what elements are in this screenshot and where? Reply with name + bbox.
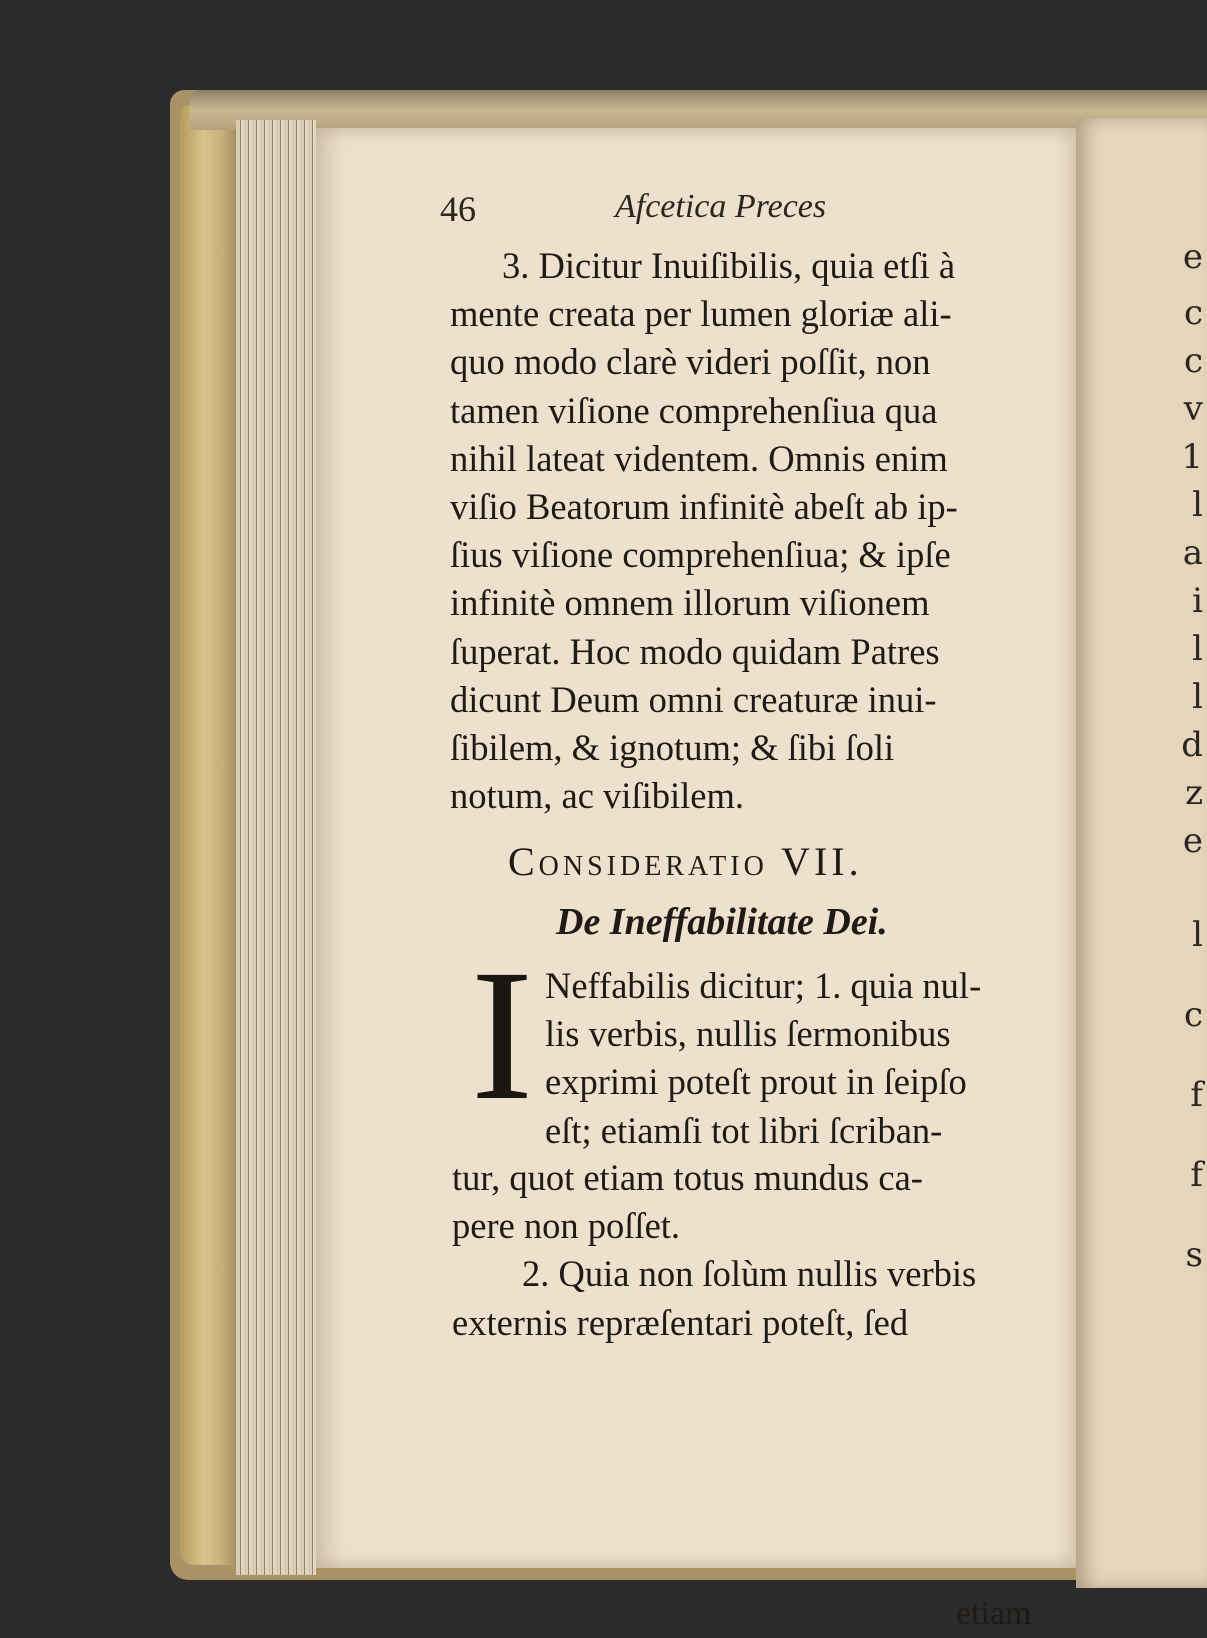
section-heading: Consideratio VII.	[508, 839, 863, 884]
text-line: notum, ac viſibilem.	[450, 775, 744, 817]
text-line: infinitè omnem illorum viſionem	[450, 582, 930, 624]
book-spine	[180, 105, 240, 1565]
text-line: quo modo clarè videri poſſit, non	[450, 341, 931, 383]
next-page-letter: d	[1181, 725, 1203, 765]
text-line: 3. Dicitur Inuiſibilis, quia etſi à	[502, 245, 956, 286]
book-top-edge	[190, 90, 1207, 130]
text-line: dicunt Deum omni creaturæ inui-	[450, 678, 937, 720]
page-stack	[236, 120, 316, 1575]
next-page-letter: v	[1183, 389, 1203, 429]
text-line: tur, quot etiam totus mundus ca-	[452, 1157, 923, 1198]
text-line: Neffabilis dicitur; 1. quia nul-	[545, 965, 982, 1006]
page-header	[440, 188, 1040, 238]
next-page-letter: c	[1183, 341, 1203, 381]
next-page-letter: f	[1190, 1155, 1203, 1195]
text-line: nihil lateat videntem. Omnis enim	[450, 437, 948, 479]
text-line: ſibilem, & ignotum; & ſibi ſoli	[450, 726, 895, 768]
next-page-letter: s	[1185, 1235, 1203, 1275]
next-page-letter: c	[1183, 995, 1203, 1035]
next-page-letter: z	[1185, 773, 1203, 813]
next-page-letter: a	[1182, 533, 1203, 573]
text-line: pere non poſſet.	[452, 1205, 681, 1247]
text-line: lis verbis, nullis ſermonibus	[545, 1013, 951, 1055]
drop-cap: I	[470, 930, 534, 1139]
catchword: etiam	[956, 1595, 1032, 1632]
text-line: viſio Beatorum infinitè abeſt ab ip-	[450, 485, 958, 527]
section-subheading: De Ineffabilitate Dei.	[556, 901, 888, 943]
next-page-letter: l	[1192, 677, 1203, 717]
next-page-letter: e	[1182, 237, 1203, 277]
text-line: ſuperat. Hoc modo quidam Patres	[450, 630, 940, 672]
next-page-letter: 1	[1181, 437, 1203, 477]
page-number: 46	[440, 189, 476, 229]
right-page-edge	[1076, 118, 1207, 1588]
paragraph-indented	[545, 962, 1045, 1155]
text-line: mente creata per lumen gloriæ ali-	[450, 293, 952, 335]
next-page-letter: c	[1183, 293, 1203, 333]
text-line: ſius viſione comprehenſiua; & ipſe	[450, 534, 951, 576]
next-page-letter: l	[1192, 629, 1203, 669]
text-line: externis repræſentari poteſt, ſed	[452, 1301, 909, 1343]
text-line: 2. Quia non ſolùm nullis verbis	[522, 1253, 977, 1295]
next-page-letter: l	[1192, 485, 1203, 525]
body-text	[450, 242, 1050, 820]
next-page-letter: l	[1192, 915, 1203, 955]
text-line: exprimi poteſt prout in ſeipſo	[545, 1061, 967, 1103]
next-page-letter: f	[1190, 1075, 1203, 1115]
next-page-letter: i	[1192, 581, 1203, 621]
running-title: Afcetica Preces	[615, 188, 827, 225]
paragraph-continued	[452, 1154, 1052, 1347]
text-line: tamen viſione comprehenſiua qua	[450, 389, 938, 431]
next-page-letter: e	[1182, 821, 1203, 861]
text-line: eſt; etiamſi tot libri ſcriban-	[545, 1109, 943, 1151]
